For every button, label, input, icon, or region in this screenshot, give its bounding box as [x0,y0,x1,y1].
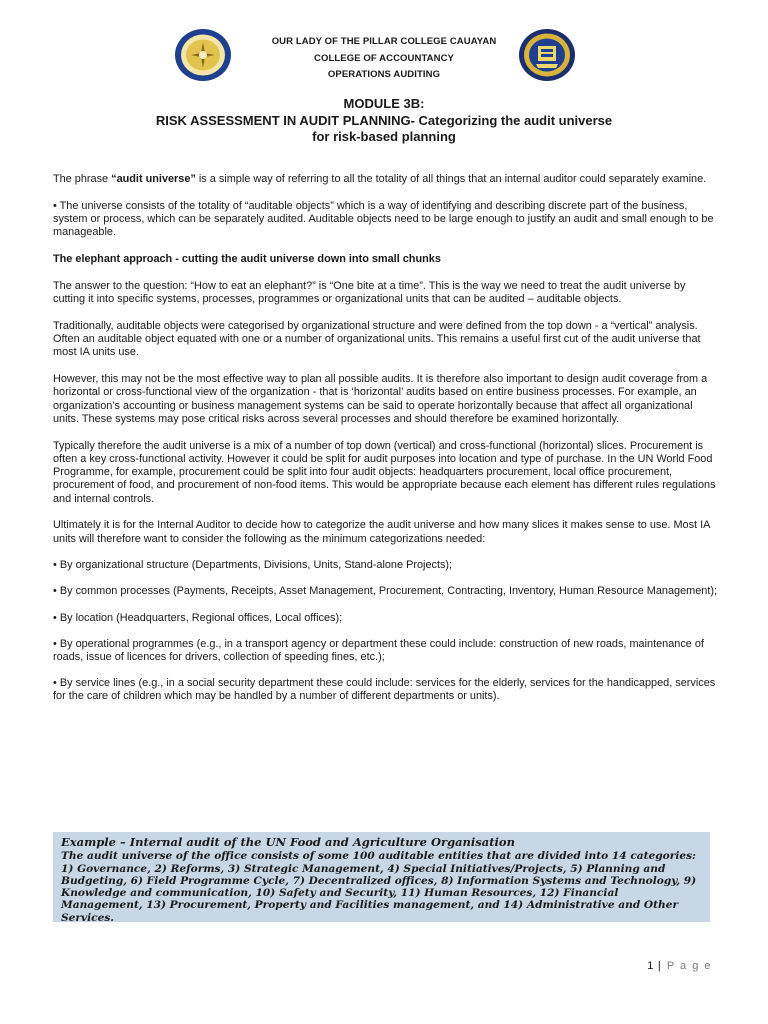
bullet-item: • By operational programmes (e.g., in a transport agency or department these could include: construction of new roads, maintenance of roads, issue of licences for drivers, collection of speeding fines, etc.); [53,637,704,663]
elephant-heading: The elephant approach - cutting the audit universe down into small chunks [53,252,441,265]
module-number: MODULE 3B: [343,96,425,111]
bullet-item: • By common processes (Payments, Receipts, Asset Management, Procurement, Contracting, Inventory, Human Resource Management); [53,585,717,598]
example-text: The audit universe of the office consists of some 100 auditable entities that are divided into 14 categories: 1) Governance, 2) Reforms, 3) Strategic Management, 4) Special Initiatives/Projects, 5) Planning and Budgeting, 6) Field Programme Cycle, 7) Decentralized offices, 8) Information Systems and Technology, 9) Knowledge and communication, 10) Safety and Security, 11) Human Resources, 12) Financial Management, 13) Procurement, Property and Facilities management, and 14) Administrative and Other Services. [61,850,697,924]
bullet-item: • By organizational structure (Departments, Divisions, Units, Stand-alone Projects); [53,559,453,572]
college-name: COLLEGE OF ACCOUNTANCY [314,52,454,64]
module-heading-line2: for risk-based planning [312,129,456,144]
document-header [0,34,768,92]
bullet-item: • By location (Headquarters, Regional offices, Local offices); [53,611,343,624]
intro-paragraph: The phrase “audit universe” is a simple way of referring to all the totality of all things that an internal auditor could separately examine. [53,173,707,185]
accountancy-seal-icon [516,26,578,84]
course-name: OPERATIONS AUDITING [327,69,441,80]
document-body [53,173,719,716]
institution-header [230,34,538,84]
body-paragraph: However, this may not be the most effective way to plan all possible audits. It is therefore also important to design audit coverage from a horizontal or cross-functional view of the organization - that is ‘horizontal’ audits based on entire business processes. For example, an organization’s accounting or business management systems can be said to operate horizontally because that affect all organizational units. These systems may pose critical risks across several processes and should therefore be examined horizontally. [53,372,708,425]
body-paragraph: Ultimately it is for the Internal Auditor to decide how to categorize the audit universe and how many slices it makes sense to use. Most IA units will therefore want to consider the following as the minimum categorizations needed: [53,519,710,545]
body-paragraph: Typically therefore the audit universe is a mix of a number of top down (vertical) and cross-functional (horizontal) slices. Procurement is often a key cross-functional activity. However it could be split for audit purposes into location and type of purchase. In the UN World Food Programme, for example, procurement could be split into four audit objects: headquarters procurement, local office procurement, procurement of food, and procurement of non-food items. This would be appropriate because each element has different rules regulations and internal controls. [53,439,716,505]
page-number: 1 | P a g e [647,960,712,972]
universe-paragraph: • The universe consists of the totality of “auditable objects” which is a way of identifying and describing discrete part of the business, system or process, which can be separately audited. Auditable objects need to be large enough to justify an audit and small enough to be manageable. [53,199,714,239]
bullet-item: • By service lines (e.g., in a social security department these could include: services for the elderly, services for the handicapped, services for the care of children which may be handled by a number of different departments or units). [53,677,716,703]
institution-name: OUR LADY OF THE PILLAR COLLEGE CAUAYAN [271,36,497,47]
body-paragraph: The answer to the question: “How to eat an elephant?” is “One bite at a time”. This is the way we need to treat the audit universe by cutting it into specific systems, processes, programmes or organizational units that can be audited – auditable objects. [53,279,686,305]
module-heading-line1: RISK ASSESSMENT IN AUDIT PLANNING- Categorizing the audit universe [155,112,613,128]
college-seal-icon [172,26,234,84]
example-title: Example – Internal audit of the UN Food and Agriculture Organisation [61,835,515,849]
module-title [0,96,768,146]
audit-universe-term: “audit universe” [111,173,196,185]
example-box [53,832,710,922]
body-paragraph: Traditionally, auditable objects were categorised by organizational structure and were defined from the top down - a “vertical” analysis. Often an auditable object equated with one or a number of organizational units. This remains a useful first cut of the audit universe that most IA units use. [53,319,701,359]
